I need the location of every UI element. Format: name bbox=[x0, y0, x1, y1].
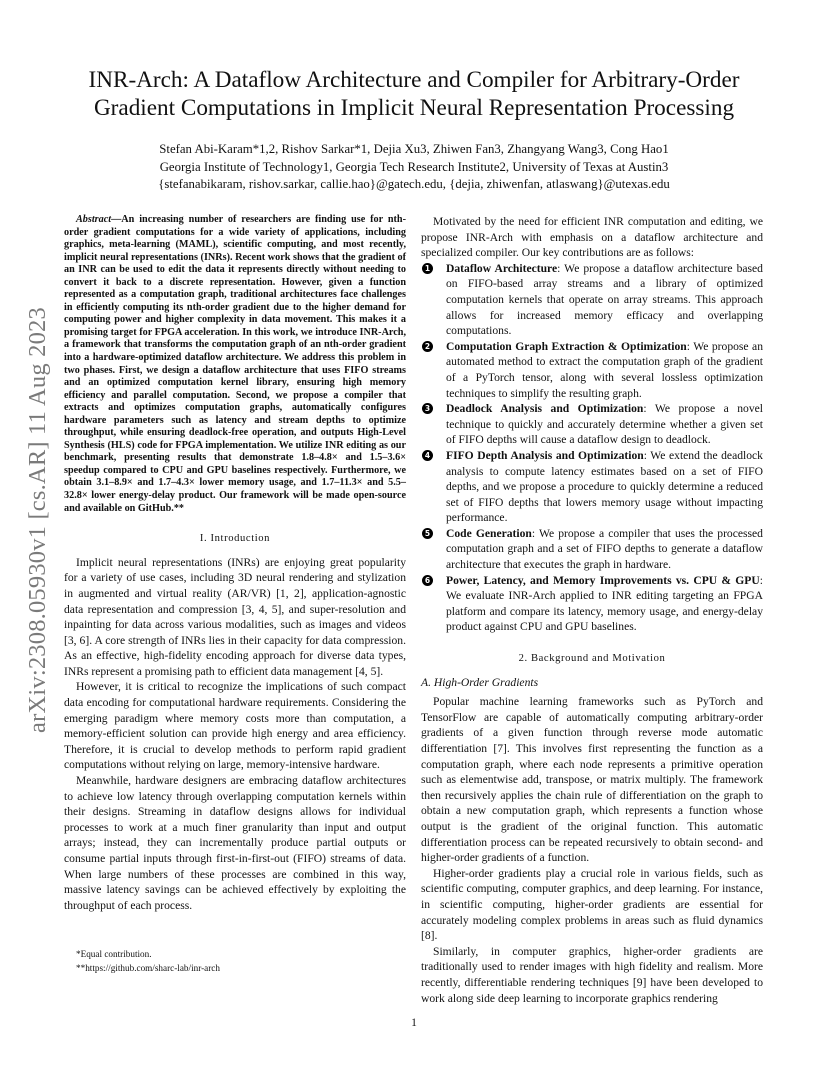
contribution-item: 2 Computation Graph Extraction & Optimization: We propose an automated method to extract the computation graph of the gradient of a PyTorch tensor, along with several lossless optimization techniques to simplify the resulting graph. bbox=[421, 339, 763, 401]
number-badge: 6 bbox=[422, 575, 433, 586]
author-names: Stefan Abi-Karam*1,2, Rishov Sarkar*1, Dejia Xu3, Zhiwen Fan3, Zhangyang Wang3, Cong Hao1 bbox=[159, 142, 669, 156]
number-badge: 5 bbox=[422, 528, 433, 539]
footnotes bbox=[64, 948, 406, 975]
abstract-text: —An increasing number of researchers are finding use for nth-order gradient computations for a wide variety of applications, including graphics, meta-learning (MAML), scientific computing, and most recently, implicit neural representations (INRs). Recent work shows that the gradient of an INR can be used to edit the data it represents directly without needing to convert it back to a discrete representation. However, given a function represented as a computation graph, traditional architectures face challenges in efficiently computing its nth-order gradient due to the higher demand for computing power and higher complexity in data movement. This makes it a promising target for FPGA acceleration. In this work, we introduce INR-Arch, a framework that transforms the computation graph of an nth-order gradient into a hardware-optimized dataflow architecture. We address this problem in two phases. First, we design a dataflow architecture that uses FIFO streams and an optimized computation kernel library, ensuring high memory efficiency and parallel computation. Second, we propose a compiler that extracts and optimizes computation graphs, automatically configures hardware parameters such as latency and stream depths to optimize throughput, while ensuring deadlock-free operation, and outputs High-Level Synthesis (HLS) code for FPGA implementation. We utilize INR editing as our benchmark, presenting results that demonstrate 1.8–4.8× and 1.5–3.6× speedup compared to CPU and GPU baselines respectively. Furthermore, we obtain 3.1–8.9× and 1.7–4.3× lower memory usage, and 1.7–11.3× and 5.5–32.8× lower energy-delay product. Our framework will be made open-source and available on GitHub.** bbox=[64, 214, 406, 514]
contribution-title: Deadlock Analysis and Optimization bbox=[446, 402, 644, 416]
abstract bbox=[64, 214, 406, 515]
number-badge: 2 bbox=[422, 341, 433, 352]
contribution-item: 3 Deadlock Analysis and Optimization: We propose a novel technique to quickly and accurately determine whether a given set of FIFO depths will cause a dataflow design to deadlock. bbox=[421, 401, 763, 448]
paragraph: However, it is critical to recognize the implications of such compact data encoding for computational hardware requirements. Considering the emerging paradigm where memory costs more than computation, a memory-efficient solution can provide high energy and area efficiency. Therefore, it is crucial to develop methods to perform rapid gradient computations without relying on large, memory-intensive hardware. bbox=[64, 680, 406, 772]
contribution-list bbox=[421, 261, 763, 635]
paragraph: Implicit neural representations (INRs) are enjoying great popularity for a variety of use cases, including 3D neural rendering and stylization in augmented and virtual reality (AR/VR) [1, 2], application-agnostic data representation and compression [3, 4, 5], and super-resolution and inpainting for data across various modalities, such as images and videos [3, 6]. A core strength of INRs lies in their capacity for data compression. As an effective, high-fidelity encoding approach for diverse data types, INRs represent a promising path to efficient data management [4, 5]. bbox=[64, 555, 406, 678]
paragraph: Higher-order gradients play a crucial role in various fields, such as scientific computing, computer graphics, and deep learning. For instance, in scientific computing, higher-order gradients are essential for accurately modeling complex problems in areas such as fluid dynamics [8]. bbox=[421, 866, 763, 943]
number-badge: 3 bbox=[422, 403, 433, 414]
contribution-item: 4 FIFO Depth Analysis and Optimization: We extend the deadlock analysis to compute latency estimates based on a set of FIFO depths, and we propose a procedure to quickly determine a reduced set of FIFO depths that lowers memory usage without impacting performance. bbox=[421, 448, 763, 526]
contribution-title: FIFO Depth Analysis and Optimization bbox=[446, 448, 644, 462]
paper-title: INR-Arch: A Dataflow Architecture and Compiler for Arbitrary-Order Gradient Computations in Implicit Neural Representation Processing bbox=[88, 67, 740, 121]
right-column bbox=[421, 214, 763, 1006]
author-block bbox=[60, 141, 768, 194]
paragraph: Popular machine learning frameworks such as PyTorch and TensorFlow are capable of automatically computing arbitrary-order gradients of a given function through reverse mode automatic differentiation [7]. This involves first representing the function as a computation graph, where each node represents a primitive operation such as elementwise add, transpose, or matrix multiply. The framework then recursively applies the chain rule of differentiation on the graph to obtain a new computation graph, which represents a function whose output is the gradient of the original function. This automatic differentiation process can be repeated recursively to obtain second- and higher-order gradients of a function. bbox=[421, 695, 763, 865]
number-badge: 4 bbox=[422, 450, 433, 461]
author-emails: {stefanabikaram, rishov.sarkar, callie.hao}@gatech.edu, {dejia, zhiwenfan, atlaswang}@utexas.edu bbox=[158, 177, 670, 191]
left-column bbox=[64, 214, 406, 913]
abstract-label: Abstract bbox=[76, 214, 112, 225]
footnote: *Equal contribution. bbox=[76, 949, 152, 959]
contribution-title: Power, Latency, and Memory Improvements vs. CPU & GPU bbox=[446, 573, 760, 587]
contribution-item: 5 Code Generation: We propose a compiler that uses the processed computation graph and a set of FIFO depths to generate a dataflow architecture that executes the graph in hardware. bbox=[421, 526, 763, 573]
subsection-heading: A. High-Order Gradients bbox=[421, 675, 539, 689]
arxiv-identifier: arXiv:2308.05930v1 [cs.AR] 11 Aug 2023 bbox=[24, 307, 51, 733]
contribution-title: Computation Graph Extraction & Optimization bbox=[446, 339, 687, 353]
contribution-title: Code Generation bbox=[446, 526, 532, 540]
paragraph: Motivated by the need for efficient INR computation and editing, we propose INR-Arch with emphasis on a dataflow architecture and specialized compiler. Our key contributions are as follows: bbox=[421, 215, 763, 260]
contribution-title: Dataflow Architecture bbox=[446, 261, 558, 275]
footnote: **https://github.com/sharc-lab/inr-arch bbox=[76, 962, 220, 973]
author-affiliations: Georgia Institute of Technology1, Georgia Tech Research Institute2, University of Texas at Austin3 bbox=[159, 159, 669, 174]
section-heading-background: 2. Background and Motivation bbox=[518, 653, 666, 665]
contribution-item: 1 Dataflow Architecture: We propose a dataflow architecture based on FIFO-based array streams and a library of optimized computation kernels that operate on array streams. This approach allows for increased memory efficacy and overlapping computations. bbox=[421, 261, 763, 339]
page-number: 1 bbox=[411, 1016, 417, 1029]
number-badge: 1 bbox=[422, 263, 433, 274]
contribution-item: 6 Power, Latency, and Memory Improvements vs. CPU & GPU: We evaluate INR-Arch applied to INR editing targeting an FPGA platform and compare its latency, memory usage, and energy-delay product against CPU and GPU baselines. bbox=[421, 573, 763, 635]
paragraph: Similarly, in computer graphics, higher-order gradients are traditionally used to render images with high fidelity and realism. More recently, differentiable rendering techniques [9] have been developed to work along side deep learning to incorporate graphics rendering bbox=[421, 944, 763, 1005]
section-heading-introduction: I. Introduction bbox=[199, 533, 271, 545]
paragraph: Meanwhile, hardware designers are embracing dataflow architectures to achieve low latency through overlapping computation kernels within their designs. Streaming in dataflow designs allows for individual processes to work at a much finer granularity than input and output arrays; instead, they can incrementally produce partial outputs or consume partial inputs through first-in-first-out (FIFO) streams of data. When large numbers of these processes are combined in this way, massive latency savings can be achieved effectively by exploiting the throughput of each process. bbox=[64, 774, 406, 912]
